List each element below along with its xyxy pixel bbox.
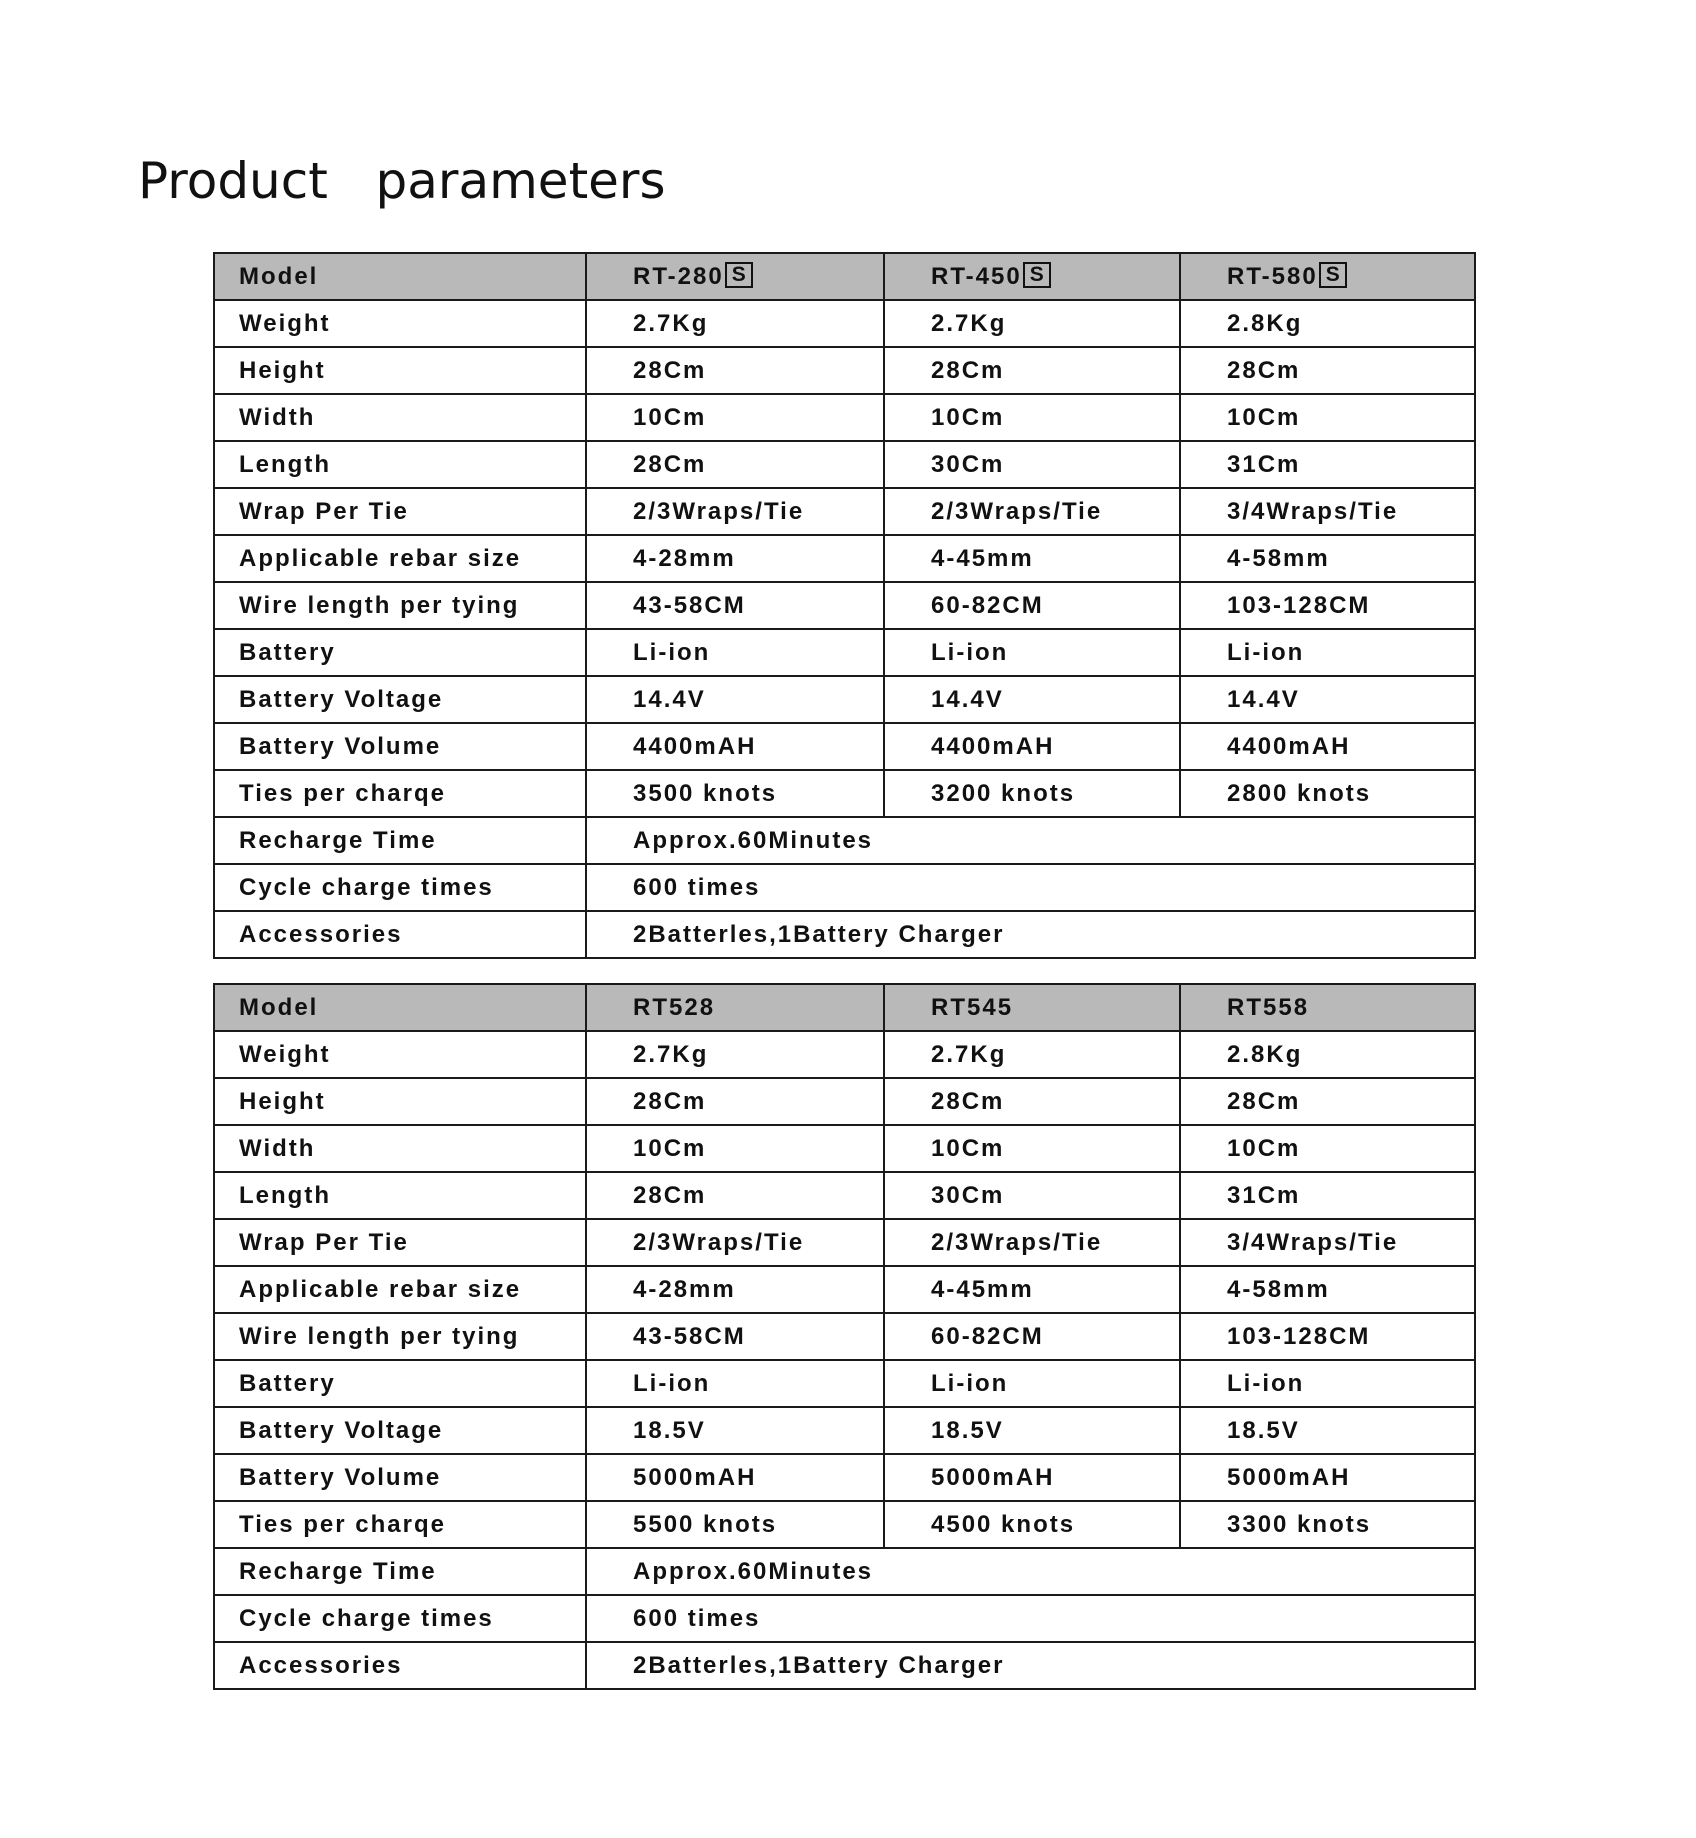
model-name: RT-450 [931, 262, 1022, 290]
table-row [214, 441, 1475, 488]
row-value: 43-58CM [586, 1313, 884, 1360]
model-header-cell [1180, 984, 1475, 1031]
row-value-merged: 600 times [586, 1595, 1475, 1642]
row-value: Li-ion [884, 629, 1180, 676]
model-name: RT558 [1227, 993, 1310, 1021]
row-value: 31Cm [1180, 441, 1475, 488]
table-header-row [214, 984, 1475, 1031]
row-value: 14.4V [1180, 676, 1475, 723]
row-value: 4-58mm [1180, 1266, 1475, 1313]
row-value-merged: 2Batterles,1Battery Charger [586, 911, 1475, 958]
model-suffix-badge: S [1319, 262, 1347, 288]
row-value: 5000mAH [1180, 1454, 1475, 1501]
row-value: 4-28mm [586, 535, 884, 582]
row-value: 18.5V [884, 1407, 1180, 1454]
table-row-merged [214, 1642, 1475, 1689]
model-name: RT-580 [1227, 262, 1318, 290]
row-value: 2/3Wraps/Tie [884, 488, 1180, 535]
row-value: 2.7Kg [884, 300, 1180, 347]
table-row [214, 629, 1475, 676]
row-value: 4-45mm [884, 535, 1180, 582]
row-value: 28Cm [586, 1078, 884, 1125]
table-row-merged [214, 1548, 1475, 1595]
row-value: 28Cm [586, 441, 884, 488]
row-label: Accessories [214, 911, 586, 958]
model-suffix-badge: S [1023, 262, 1051, 288]
row-value: Li-ion [1180, 1360, 1475, 1407]
row-value: 14.4V [586, 676, 884, 723]
row-value: Li-ion [586, 629, 884, 676]
row-value: 28Cm [1180, 1078, 1475, 1125]
row-value: 30Cm [884, 1172, 1180, 1219]
table-row [214, 1125, 1475, 1172]
row-value: Li-ion [884, 1360, 1180, 1407]
row-value: 10Cm [586, 1125, 884, 1172]
table-row [214, 1454, 1475, 1501]
row-value: 2.7Kg [884, 1031, 1180, 1078]
row-value: 2.7Kg [586, 1031, 884, 1078]
row-label: Applicable rebar size [214, 1266, 586, 1313]
row-value-merged: Approx.60Minutes [586, 817, 1475, 864]
row-label: Battery Voltage [214, 676, 586, 723]
row-label: Recharge Time [214, 817, 586, 864]
model-header-cell [586, 253, 884, 300]
row-value: 2.7Kg [586, 300, 884, 347]
row-label: Battery [214, 1360, 586, 1407]
row-value: 60-82CM [884, 1313, 1180, 1360]
row-value: 3/4Wraps/Tie [1180, 488, 1475, 535]
row-label: Width [214, 394, 586, 441]
row-value: 2.8Kg [1180, 300, 1475, 347]
table-row-merged [214, 864, 1475, 911]
row-label: Wrap Per Tie [214, 1219, 586, 1266]
table-row [214, 1078, 1475, 1125]
header-label-cell [214, 984, 586, 1031]
row-value: 3300 knots [1180, 1501, 1475, 1548]
table-row [214, 582, 1475, 629]
table-row [214, 770, 1475, 817]
model-suffix-badge: S [725, 262, 753, 288]
table-header-row [214, 253, 1475, 300]
row-value: 10Cm [1180, 1125, 1475, 1172]
table-row-merged [214, 1595, 1475, 1642]
row-label: Length [214, 1172, 586, 1219]
row-value: 10Cm [586, 394, 884, 441]
row-label: Wrap Per Tie [214, 488, 586, 535]
row-value: 4-28mm [586, 1266, 884, 1313]
row-value: 28Cm [586, 1172, 884, 1219]
row-label: Ties per charqe [214, 1501, 586, 1548]
row-value: Li-ion [586, 1360, 884, 1407]
table-row [214, 1501, 1475, 1548]
table-row [214, 300, 1475, 347]
table-row-merged [214, 817, 1475, 864]
model-name: RT-280 [633, 262, 724, 290]
row-value: 2/3Wraps/Tie [884, 1219, 1180, 1266]
row-value: 60-82CM [884, 582, 1180, 629]
row-value: 4400mAH [586, 723, 884, 770]
row-label: Battery [214, 629, 586, 676]
row-label: Height [214, 347, 586, 394]
row-value: 2.8Kg [1180, 1031, 1475, 1078]
row-label: Accessories [214, 1642, 586, 1689]
table-row [214, 347, 1475, 394]
row-value: 4500 knots [884, 1501, 1180, 1548]
row-value: Li-ion [1180, 629, 1475, 676]
row-value: 103-128CM [1180, 582, 1475, 629]
table-row [214, 1313, 1475, 1360]
header-label: Model [239, 993, 319, 1021]
row-label: Battery Volume [214, 723, 586, 770]
row-value: 103-128CM [1180, 1313, 1475, 1360]
table-row [214, 1172, 1475, 1219]
row-value-merged: 2Batterles,1Battery Charger [586, 1642, 1475, 1689]
row-value: 4-58mm [1180, 535, 1475, 582]
row-label: Wire length per tying [214, 582, 586, 629]
row-value: 43-58CM [586, 582, 884, 629]
table-row-merged [214, 911, 1475, 958]
row-value: 4400mAH [884, 723, 1180, 770]
model-header-cell [884, 984, 1180, 1031]
row-value: 18.5V [586, 1407, 884, 1454]
row-value: 28Cm [1180, 347, 1475, 394]
row-value: 18.5V [1180, 1407, 1475, 1454]
header-label-cell [214, 253, 586, 300]
table-row [214, 1031, 1475, 1078]
row-value: 2/3Wraps/Tie [586, 1219, 884, 1266]
row-value: 30Cm [884, 441, 1180, 488]
table-row [214, 723, 1475, 770]
model-header-cell [884, 253, 1180, 300]
row-label: Recharge Time [214, 1548, 586, 1595]
row-label: Weight [214, 1031, 586, 1078]
row-value: 10Cm [884, 1125, 1180, 1172]
row-value: 28Cm [884, 347, 1180, 394]
row-value: 3/4Wraps/Tie [1180, 1219, 1475, 1266]
row-label: Cycle charge times [214, 1595, 586, 1642]
table-row [214, 535, 1475, 582]
row-label: Battery Voltage [214, 1407, 586, 1454]
row-value: 10Cm [1180, 394, 1475, 441]
model-name: RT528 [633, 993, 716, 1021]
row-value: 3500 knots [586, 770, 884, 817]
row-label: Applicable rebar size [214, 535, 586, 582]
table-row [214, 676, 1475, 723]
spec-table-2 [213, 983, 1476, 1690]
table-row [214, 1219, 1475, 1266]
table-row [214, 1407, 1475, 1454]
row-value-merged: Approx.60Minutes [586, 1548, 1475, 1595]
model-name: RT545 [931, 993, 1014, 1021]
row-label: Weight [214, 300, 586, 347]
row-value: 5000mAH [586, 1454, 884, 1501]
table-row [214, 1266, 1475, 1313]
row-value: 2800 knots [1180, 770, 1475, 817]
spec-table-1 [213, 252, 1476, 959]
row-value: 4400mAH [1180, 723, 1475, 770]
table-row [214, 488, 1475, 535]
row-value: 5000mAH [884, 1454, 1180, 1501]
row-label: Ties per charqe [214, 770, 586, 817]
row-value: 28Cm [586, 347, 884, 394]
row-value: 4-45mm [884, 1266, 1180, 1313]
row-label: Height [214, 1078, 586, 1125]
row-value: 3200 knots [884, 770, 1180, 817]
table-row [214, 1360, 1475, 1407]
page-title: Product parameters [138, 152, 666, 210]
model-header-cell [586, 984, 884, 1031]
row-value: 5500 knots [586, 1501, 884, 1548]
row-value: 28Cm [884, 1078, 1180, 1125]
row-value: 31Cm [1180, 1172, 1475, 1219]
row-label: Wire length per tying [214, 1313, 586, 1360]
header-label: Model [239, 262, 319, 290]
row-value: 2/3Wraps/Tie [586, 488, 884, 535]
table-row [214, 394, 1475, 441]
row-value-merged: 600 times [586, 864, 1475, 911]
row-label: Battery Volume [214, 1454, 586, 1501]
model-header-cell [1180, 253, 1475, 300]
row-value: 10Cm [884, 394, 1180, 441]
row-label: Length [214, 441, 586, 488]
row-label: Width [214, 1125, 586, 1172]
row-value: 14.4V [884, 676, 1180, 723]
row-label: Cycle charge times [214, 864, 586, 911]
